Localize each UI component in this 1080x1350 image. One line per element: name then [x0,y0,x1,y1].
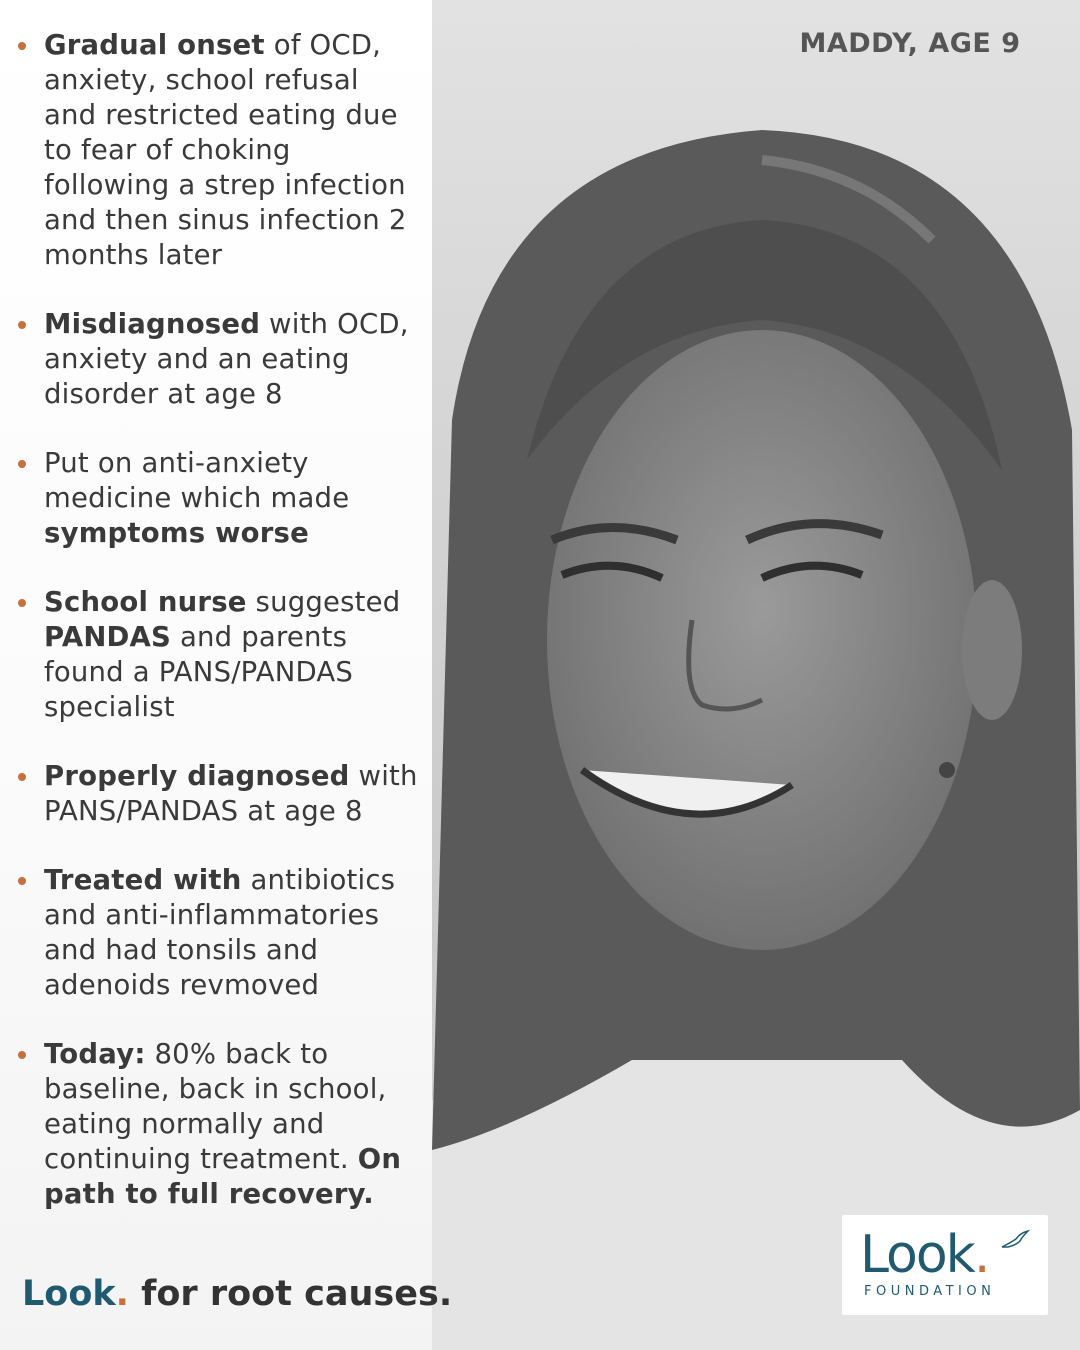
story-bullet-list [18,28,418,1246]
list-item [18,759,418,829]
bullet-bold: Properly diagnosed [44,760,350,792]
bullet-text: Put on anti-anxiety medicine which made [44,447,350,514]
girl-portrait-icon [432,0,1080,1350]
logo-subtitle: FOUNDATION [864,1284,996,1299]
bullet-bold: Gradual onset [44,29,265,61]
bullet-dot-icon [18,321,26,329]
tagline-brand: Look [22,1274,116,1314]
bullet-text: suggested [246,586,401,618]
bullet-bold: PANDAS [44,621,172,653]
bullet-text: with PANS/PANDAS at age 8 [44,760,418,827]
bullet-text: with OCD, anxiety and an eating disorder at age 8 [44,308,409,410]
portrait-photo [432,0,1080,1350]
tagline-dot: . [115,1274,129,1314]
list-item [18,307,418,412]
bullet-dot-icon [18,460,26,468]
logo-word: Look [860,1225,974,1285]
list-item [18,863,418,1003]
bullet-dot-icon [18,877,26,885]
list-item [18,28,418,273]
bullet-text: of OCD, anxiety, school refusal and restricted eating due to fear of choking following a strep infection and then sinus infection 2 months later [44,29,407,271]
bullet-dot-icon [18,1051,26,1059]
tagline [22,1274,452,1314]
bullet-bold: Today: [44,1038,146,1070]
bullet-text: antibiotics and anti-inflammatories and had tonsils and adenoids revmoved [44,864,396,1001]
bullet-bold: Treated with [44,864,242,896]
look-foundation-logo [842,1215,1048,1315]
photo-caption: MADDY, AGE 9 [799,28,1021,59]
bullet-bold: Misdiagnosed [44,308,261,340]
bullet-text: 80% back to baseline, back in school, eating normally and continuing treatment. [44,1038,387,1175]
bullet-dot-icon [18,773,26,781]
list-item [18,446,418,551]
list-item [18,585,418,725]
bullet-dot-icon [18,42,26,50]
bullet-bold: School nurse [44,586,247,618]
hummingbird-icon [1000,1229,1030,1253]
bullet-dot-icon [18,599,26,607]
tagline-text: for root causes. [128,1274,453,1314]
bullet-bold: On path to full recovery. [44,1143,402,1210]
list-item [18,1037,418,1212]
logo-dot: . [973,1225,989,1285]
bullet-bold: symptoms worse [44,517,309,549]
text-panel [0,0,453,1350]
bullet-text: and parents found a PANS/PANDAS specialist [44,621,354,723]
logo-wordmark [860,1225,988,1285]
